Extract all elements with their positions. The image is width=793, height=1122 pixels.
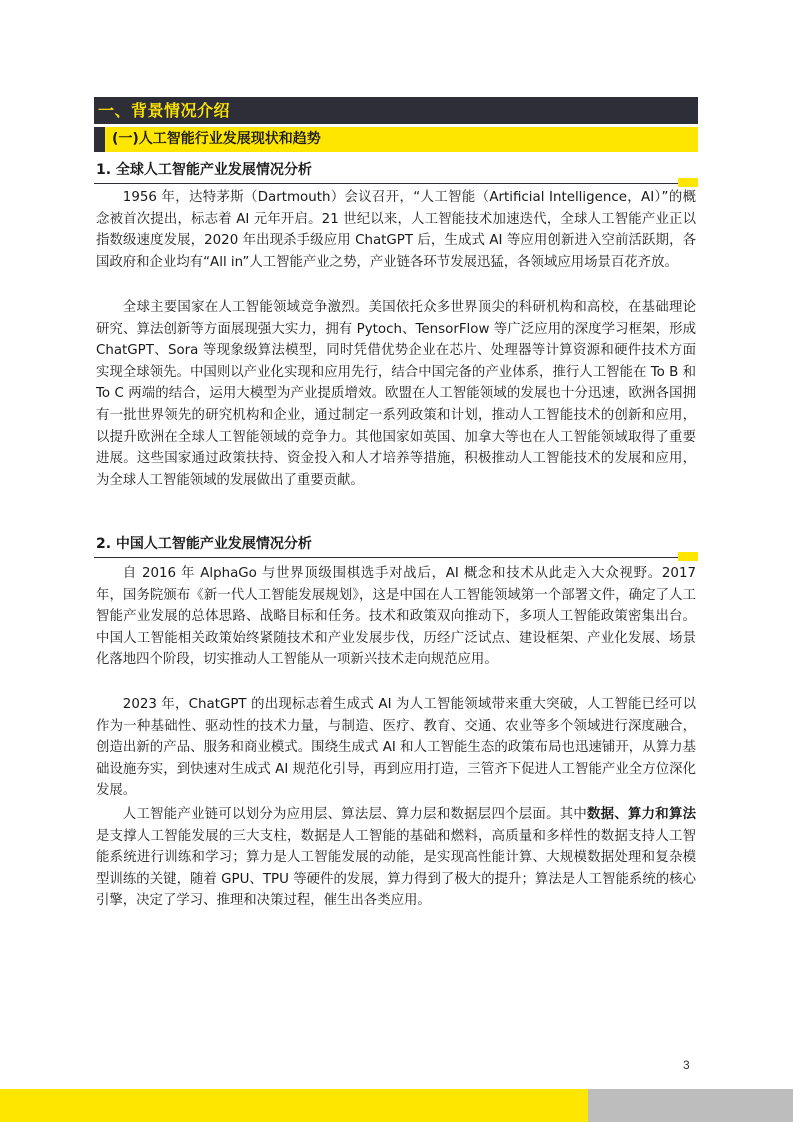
paragraph-china-3-bold: 数据、算力和算法 bbox=[587, 807, 696, 822]
paragraph-china-1: 自 2016 年 AlphaGo 与世界顶级围棋选手对战后，AI 概念和技术从此走入大众视野。2017 年，国务院颁布《新一代人工智能发展规划》，这是中国在人工智能领域第一个部署文件，确定了人工智能产业发展的总体思路、战略目标和任务。技术和政策双向推动下，多项人工智能政策密集出台。中国人工智能相关政策始终紧随技术和产业发展步伐，历经广泛试点、建设框架、产业化发展、场景化落地四个阶段，切实推动人工智能从一项新兴技术走向规范应用。 bbox=[96, 566, 696, 668]
subsection-title-bar bbox=[94, 127, 698, 152]
paragraph-china-2: 2023 年，ChatGPT 的出现标志着生成式 AI 为人工智能领域带来重大突破，人工智能已经可以作为一种基础性、驱动性的技术力量，与制造、医疗、教育、交通、农业等多个领域进行深度融合，创造出新的产品、服务和商业模式。围绕生成式 AI 和人工智能生态的政策布局也迅速铺开，从算力基础设施夯实，到快速对生成式 AI 规范化引导，再到应用打造，三管齐下促进人工智能产业全方位深化发展。 bbox=[96, 697, 696, 799]
heading-china-ai bbox=[94, 534, 698, 558]
footer-yellow-band bbox=[0, 1089, 588, 1122]
heading-global-ai bbox=[94, 160, 698, 184]
paragraph-global-1: 1956 年，达特茅斯（Dartmouth）会议召开，“人工智能（Artificial Intelligence，AI）”的概念被首次提出，标志着 AI 元年开启。21 世纪以来，人工智能技术加速迭代，全球人工智能产业正以指数级速度发展，2020 年出现杀手级应用 ChatGPT 后，生成式 AI 等应用创新进入空前活跃期，各国政府和企业均有“All in”人工智能产业之势，产业链各环节发展迅猛，各领域应用场景百花齐放。 bbox=[96, 190, 696, 270]
subsection-stripe bbox=[94, 127, 105, 152]
heading-rule bbox=[94, 557, 698, 558]
paragraph-global-2: 全球主要国家在人工智能领域竞争激烈。美国依托众多世界顶尖的科研机构和高校，在基础理论研究、算法创新等方面展现强大实力，拥有 Pytoch、TensorFlow 等广泛应用的深度学习框架，形成 ChatGPT、Sora 等现象级算法模型，同时凭借优势企业在芯片、处理器等计算资源和硬件技术方面实现全球领先。中国则以产业化实现和应用先行，结合中国完备的产业体系，推行人工智能在 To B 和 To C 两端的结合，运用大模型为产业提质增效。欧盟在人工智能领域的发展也十分迅速，欧洲各国拥有一批世界领先的研究机构和企业，通过制定一系列政策和计划，推动人工智能技术的创新和应用，以提升欧洲在全球人工智能领域的竞争力。其他国家如英国、加拿大等也在人工智能领域取得了重要进展。这些国家通过政策扶持、资金投入和人才培养等措施，积极推动人工智能技术的发展和应用，为全球人工智能领域的发展做出了重要贡献。 bbox=[96, 300, 696, 488]
heading-marker bbox=[678, 552, 698, 561]
section-title: 一、背景情况介绍 bbox=[94, 97, 698, 124]
page-number: 3 bbox=[683, 1058, 690, 1072]
footer-gray-band bbox=[588, 1089, 793, 1122]
paragraph-china-3 bbox=[96, 804, 696, 912]
heading-marker bbox=[678, 178, 698, 187]
paragraph-china-3-end: 是支撑人工智能发展的三大支柱，数据是人工智能的基础和燃料，高质量和多样性的数据支持人工智能系统进行训练和学习；算力是人工智能发展的动能，是实现高性能计算、大规模数据处理和复杂模型训练的关键，随着 GPU、TPU 等硬件的发展，算力得到了极大的提升；算法是人工智能系统的核心引擎，决定了学习、推理和决策过程，催生出各类应用。 bbox=[96, 828, 696, 909]
subsection-title: (一)人工智能行业发展现状和趋势 bbox=[112, 131, 321, 147]
heading-rule bbox=[94, 183, 698, 184]
heading-china-ai-text: 2. 中国人工智能产业发展情况分析 bbox=[96, 536, 312, 552]
heading-global-ai-text: 1. 全球人工智能产业发展情况分析 bbox=[96, 162, 312, 178]
paragraph-china-3-start: 人工智能产业链可以划分为应用层、算法层、算力层和数据层四个层面。其中 bbox=[122, 807, 588, 822]
